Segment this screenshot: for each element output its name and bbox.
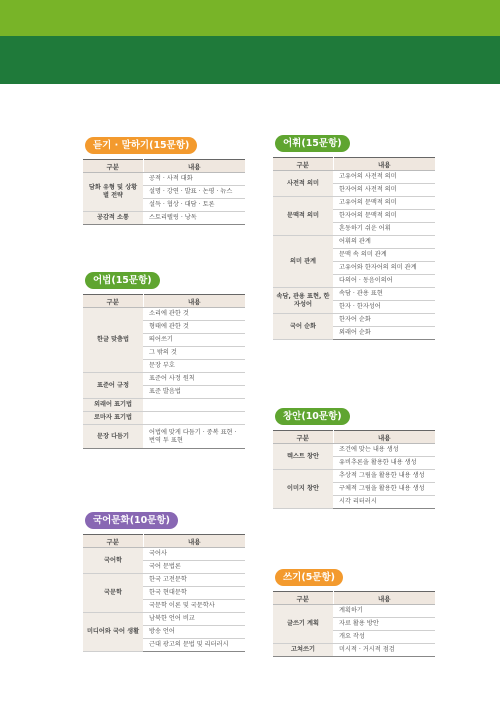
content-cell: 설득 · 협상 · 대담 · 토론 (143, 199, 245, 212)
table-writing (273, 591, 435, 657)
section-speaking (83, 133, 245, 225)
table-row (273, 197, 435, 210)
content-cell: 추상적 그림을 활용한 내용 생성 (333, 470, 435, 483)
content-cell: 다의어 · 동음이의어 (333, 275, 435, 288)
table-row (83, 613, 245, 626)
category-cell: 사전적 의미 (273, 171, 333, 197)
content-cell: 자료 활용 방안 (333, 618, 435, 631)
content-cell: 한자어 순화 (333, 314, 435, 327)
section-title-vocab: 어휘(15문항) (275, 135, 350, 152)
table-row (83, 373, 245, 386)
content-cell: 어휘의 관계 (333, 236, 435, 249)
content-cell: 미시적 · 거시적 점검 (333, 644, 435, 657)
category-cell: 글쓰기 계획 (273, 605, 333, 644)
table-row (83, 173, 245, 186)
section-culture (83, 508, 245, 652)
content-cell: 유비추론을 활용한 내용 생성 (333, 457, 435, 470)
content-cell: 소리에 관한 것 (143, 308, 245, 321)
content-cell: 표준 발음법 (143, 386, 245, 399)
content-cell: 고유어와 한자어의 의미 관계 (333, 262, 435, 275)
section-title-speaking: 듣기 · 말하기(15문항) (85, 137, 197, 154)
section-writing (273, 565, 435, 657)
content-cell (143, 412, 245, 425)
category-cell: 한글 맞춤법 (83, 308, 143, 373)
content-cell: 형태에 관한 것 (143, 321, 245, 334)
content-cell: 근대 광고의 문법 및 리터러시 (143, 639, 245, 652)
content-cell: 개요 작성 (333, 631, 435, 644)
table-row (273, 470, 435, 483)
category-cell: 국어 순화 (273, 314, 333, 340)
column-header-content: 내용 (333, 431, 435, 444)
content-cell: 어법에 맞게 다듬기 · 중복 표현 · 번역 투 표현 (143, 425, 245, 449)
table-row (273, 605, 435, 618)
content-cell: 남북한 언어 비교 (143, 613, 245, 626)
column-header-category: 구분 (273, 592, 333, 605)
table-grammar (83, 294, 245, 449)
column-header-category: 구분 (83, 535, 143, 548)
header-band-light (0, 0, 500, 36)
column-header-category: 구분 (83, 160, 143, 173)
content-cell: 계획하기 (333, 605, 435, 618)
column-header-category: 구분 (273, 158, 333, 171)
content-cell: 한자어의 문맥적 의미 (333, 210, 435, 223)
content-cell: 표준어 사정 원칙 (143, 373, 245, 386)
content-cell: 국어사 (143, 548, 245, 561)
category-cell: 표준어 규정 (83, 373, 143, 399)
category-cell: 문맥적 의미 (273, 197, 333, 236)
column-header-content: 내용 (143, 295, 245, 308)
content-cell: 한국 고전문학 (143, 574, 245, 587)
category-cell: 의미 관계 (273, 236, 333, 288)
content-cell: 한자어의 사전적 의미 (333, 184, 435, 197)
category-cell: 외래어 표기법 (83, 399, 143, 412)
section-creation (273, 404, 435, 509)
section-title-grammar: 어법(15문항) (85, 272, 160, 289)
table-row (83, 399, 245, 412)
category-cell: 담화 유형 및 상황별 전략 (83, 173, 143, 212)
column-header-content: 내용 (333, 158, 435, 171)
header-band-dark (0, 36, 500, 84)
column-header-category: 구분 (273, 431, 333, 444)
table-row (273, 171, 435, 184)
section-title-writing: 쓰기(5문항) (275, 569, 343, 586)
section-grammar (83, 268, 245, 449)
category-cell: 로마자 표기법 (83, 412, 143, 425)
category-cell: 국어학 (83, 548, 143, 574)
content-cell: 설명 · 강연 · 발표 · 논평 · 뉴스 (143, 186, 245, 199)
category-cell: 고쳐쓰기 (273, 644, 333, 657)
table-row (273, 644, 435, 657)
content-cell: 그 밖의 것 (143, 347, 245, 360)
content-cell: 공적 · 사적 대화 (143, 173, 245, 186)
section-title-creation: 창안(10문항) (275, 408, 350, 425)
table-row (83, 548, 245, 561)
content-cell: 구체적 그림을 활용한 내용 생성 (333, 483, 435, 496)
section-title-culture: 국어문화(10문항) (85, 512, 178, 529)
content-cell: 띄어쓰기 (143, 334, 245, 347)
table-row (83, 425, 245, 449)
table-vocab (273, 157, 435, 340)
table-row (83, 574, 245, 587)
table-creation (273, 430, 435, 509)
column-header-content: 내용 (333, 592, 435, 605)
content-cell: 시각 리터러시 (333, 496, 435, 509)
content-cell: 속담 · 관용 표현 (333, 288, 435, 301)
category-cell: 텍스트 창안 (273, 444, 333, 470)
content-cell: 조건에 맞는 내용 생성 (333, 444, 435, 457)
table-row (273, 314, 435, 327)
content-cell: 혼동하기 쉬운 어휘 (333, 223, 435, 236)
category-cell: 문장 다듬기 (83, 425, 143, 449)
table-row (83, 308, 245, 321)
table-row (273, 288, 435, 301)
content-cell: 방송 언어 (143, 626, 245, 639)
content-cell: 한국 현대문학 (143, 587, 245, 600)
content-cell: 국어 문법론 (143, 561, 245, 574)
table-row (83, 212, 245, 225)
content-cell: 국문학 이론 및 국문학사 (143, 600, 245, 613)
column-header-category: 구분 (83, 295, 143, 308)
section-vocab (273, 131, 435, 340)
category-cell: 미디어와 국어 생활 (83, 613, 143, 652)
table-row (83, 412, 245, 425)
content-cell: 고유어의 문맥적 의미 (333, 197, 435, 210)
content-cell (143, 399, 245, 412)
content-cell: 문장 부호 (143, 360, 245, 373)
content-cell: 한자 · 한자성어 (333, 301, 435, 314)
category-cell: 공감적 소통 (83, 212, 143, 225)
category-cell: 이미지 창안 (273, 470, 333, 509)
table-speaking (83, 159, 245, 225)
column-header-content: 내용 (143, 535, 245, 548)
content-cell: 스토리텔링 · 낭독 (143, 212, 245, 225)
table-culture (83, 534, 245, 652)
content-cell: 문맥 속 의미 관계 (333, 249, 435, 262)
category-cell: 속담, 관용 표현, 한자성어 (273, 288, 333, 314)
table-row (273, 444, 435, 457)
category-cell: 국문학 (83, 574, 143, 613)
column-header-content: 내용 (143, 160, 245, 173)
table-row (273, 236, 435, 249)
content-cell: 고유어의 사전적 의미 (333, 171, 435, 184)
content-cell: 외래어 순화 (333, 327, 435, 340)
